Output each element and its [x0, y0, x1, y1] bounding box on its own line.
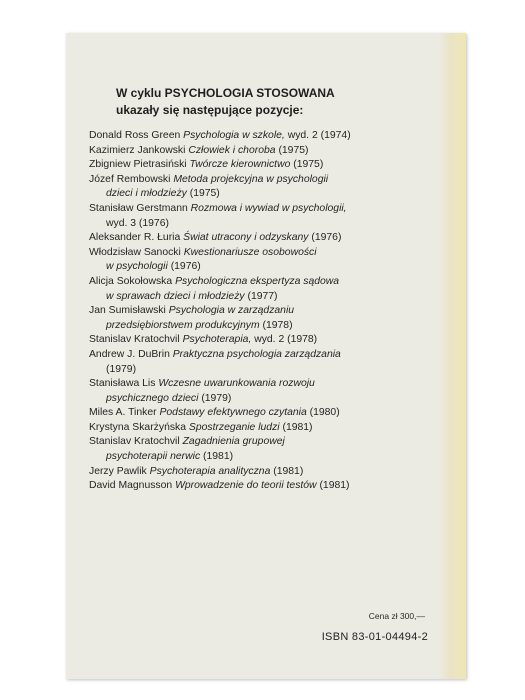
book-entry-line — [89, 290, 429, 305]
series-heading-line: W cyklu PSYCHOLOGIA STOSOWANA — [116, 86, 335, 100]
book-title: Praktyczna psychologia zarządzania — [172, 348, 341, 360]
book-author: Stanisława Lis — [89, 378, 156, 390]
book-entry — [89, 202, 429, 231]
book-title: dzieci i młodzieży — [106, 188, 187, 200]
book-edition-info: (1981) — [273, 465, 304, 477]
book-author: Krystyna Skarżyńska — [89, 421, 187, 433]
book-entry — [89, 465, 429, 480]
book-author: Stanislav Kratochvil — [89, 334, 180, 346]
book-entry-line — [89, 187, 429, 202]
book-title: Człowiek i choroba — [188, 144, 276, 156]
book-author: Miles A. Tinker — [89, 407, 157, 419]
isbn-label: ISBN 83-01-04494-2 — [321, 631, 428, 643]
book-entry — [89, 231, 429, 246]
book-title: Psychologia w szkole, — [183, 130, 285, 141]
book-author: Donald Ross Green — [89, 130, 181, 141]
book-edition-info: (1975) — [293, 159, 324, 171]
book-entry — [89, 406, 429, 421]
book-entry — [89, 129, 429, 144]
book-edition-info: (1978) — [262, 319, 293, 331]
book-entry-line — [89, 319, 429, 334]
cover-edge — [438, 33, 466, 679]
book-entry-line — [89, 421, 429, 436]
book-entry — [89, 158, 429, 173]
book-entry-line — [89, 406, 429, 421]
book-title: psychicznego dzieci — [106, 392, 199, 404]
book-edition-info: (1980) — [309, 407, 340, 419]
book-author: Jan Sumisławski — [89, 305, 166, 317]
book-entry-line — [89, 144, 429, 159]
book-entry-line — [89, 479, 429, 494]
book-author: David Magnusson — [89, 480, 173, 492]
book-title: Twórcze kierownictwo — [189, 159, 291, 171]
book-title: Wprowadzenie do teorii testów — [175, 480, 317, 492]
price-label: Cena zł 300,— — [368, 611, 425, 621]
book-title: psychoterapii nerwic — [106, 451, 201, 463]
book-entry-line — [89, 275, 429, 290]
book-entry-line — [89, 129, 429, 144]
book-author: Kazimierz Jankowski — [89, 144, 186, 156]
book-entry-line — [89, 333, 429, 348]
book-entry-line — [89, 363, 429, 378]
book-edition-info: (1976) — [311, 232, 342, 244]
book-edition-info: wyd. 3 (1976) — [106, 217, 169, 229]
book-author: Jerzy Pawlik — [89, 465, 147, 477]
book-entry — [89, 333, 429, 348]
book-edition-info: (1977) — [247, 290, 278, 302]
book-edition-info: (1979) — [201, 392, 232, 404]
book-entry-line — [89, 450, 429, 465]
book-entry — [89, 421, 429, 436]
book-title: Podstawy efektywnego czytania — [159, 407, 307, 419]
book-title: Psychologiczna ekspertyza sądowa — [175, 275, 340, 287]
book-entry — [89, 144, 429, 159]
book-title: Psychoterapia, — [182, 334, 252, 346]
book-author: Andrew J. DuBrin — [89, 348, 170, 360]
book-list — [89, 129, 429, 494]
book-edition-info: wyd. 2 (1974) — [287, 130, 351, 141]
book-entry-line — [89, 348, 429, 363]
book-entry-line — [89, 260, 429, 275]
book-author: Aleksander R. Łuria — [89, 232, 181, 244]
book-title: Psychologia w zarządzaniu — [168, 305, 295, 317]
book-entry-line — [89, 173, 429, 188]
book-title: Metoda projekcyjna w psychologii — [173, 173, 329, 185]
book-title: przedsiębiorstwem produkcyjnym — [106, 319, 260, 331]
book-author: Włodzisław Sanocki — [89, 246, 181, 258]
book-entry — [89, 246, 429, 275]
book-title: w psychologii — [106, 261, 168, 273]
book-title: Zagadnienia grupowej — [182, 436, 285, 448]
book-entry-line — [89, 246, 429, 261]
book-title: Rozmowa i wywiad w psychologii, — [190, 202, 347, 214]
book-edition-info: (1981) — [282, 421, 313, 433]
book-edition-info: wyd. 2 (1978) — [254, 334, 318, 346]
book-title: w sprawach dzieci i młodzieży — [106, 290, 245, 302]
book-title: Psychoterapia analityczna — [149, 465, 271, 477]
book-entry-line — [89, 217, 429, 232]
book-edition-info: (1976) — [170, 261, 201, 273]
book-entry-line — [89, 465, 429, 480]
book-edition-info: (1979) — [106, 363, 137, 375]
book-entry-line — [89, 392, 429, 407]
book-author: Stanislav Kratochvil — [89, 436, 180, 448]
book-title: Spostrzeganie ludzi — [188, 421, 280, 433]
book-edition-info: (1975) — [278, 144, 309, 156]
series-heading — [116, 85, 416, 119]
book-entry-line — [89, 158, 429, 173]
book-title: Świat utracony i odzyskany — [183, 232, 309, 244]
book-entry — [89, 173, 429, 202]
book-entry-line — [89, 231, 429, 246]
book-edition-info: (1981) — [319, 480, 350, 492]
book-entry — [89, 377, 429, 406]
book-entry — [89, 275, 429, 304]
book-entry — [89, 304, 429, 333]
book-title: Kwestionariusze osobowości — [183, 246, 317, 258]
book-entry — [89, 479, 429, 494]
book-edition-info: (1981) — [203, 451, 234, 463]
book-entry — [89, 348, 429, 377]
book-entry-line — [89, 304, 429, 319]
book-entry-line — [89, 377, 429, 392]
book-author: Alicja Sokołowska — [89, 275, 173, 287]
series-heading-subline: ukazały się następujące pozycje: — [116, 103, 304, 117]
book-author: Zbigniew Pietrasiński — [89, 159, 187, 171]
book-back-cover — [66, 33, 466, 679]
book-entry-line — [89, 435, 429, 450]
book-author: Stanisław Gerstmann — [89, 202, 188, 214]
book-entry — [89, 435, 429, 464]
book-title: Wczesne uwarunkowania rozwoju — [158, 378, 315, 390]
book-entry-line — [89, 202, 429, 217]
book-edition-info: (1975) — [189, 188, 220, 200]
book-author: Józef Rembowski — [89, 173, 171, 185]
